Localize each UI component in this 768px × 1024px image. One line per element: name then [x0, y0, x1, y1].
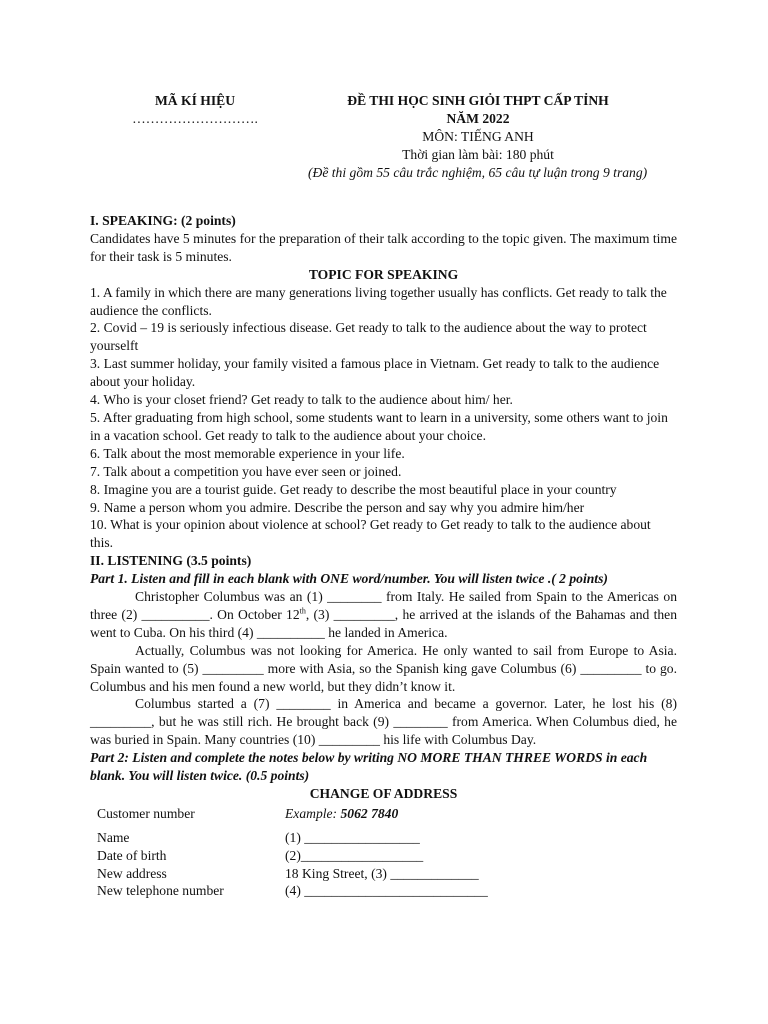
part2-title: Part 2: Listen and complete the notes below by writing NO MORE THAN THREE WORDS in each blank. You will listen twice. (0.5 points): [90, 750, 648, 784]
speaking-points: : (2 points): [173, 213, 236, 228]
form-blank[interactable]: 18 King Street, (3) _____________: [285, 865, 479, 881]
speaking-heading: [90, 212, 677, 230]
form-row: [90, 882, 677, 900]
example-label: Example:: [285, 805, 338, 821]
paragraph-1-a: Christopher Columbus was an (1) ________ from Italy. He sailed from Spain to the Americas on three (2) __________. On October 12: [90, 589, 677, 622]
part1-title: Part 1. Listen and fill in each blank with ONE word/number. You will listen twice .( 2 points): [90, 571, 608, 587]
change-of-address-form: [90, 805, 677, 900]
exam-time: Thời gian làm bài: 180 phút: [402, 146, 554, 162]
speaking-intro: Candidates have 5 minutes for the preparation of their talk according to the topic given. The maximum time for their task is 5 minutes.: [90, 230, 677, 264]
topic-heading: TOPIC FOR SPEAKING: [308, 266, 459, 282]
form-title: CHANGE OF ADDRESS: [309, 786, 458, 801]
form-blank[interactable]: (1) _________________: [285, 829, 420, 845]
superscript-th: th: [299, 606, 306, 616]
topic-item: 5. After graduating from high school, some students want to learn in a university, some others want to join in a vacation school. Get ready to talk to the audience about your choice.: [90, 409, 668, 443]
form-blank[interactable]: (4) ___________________________: [285, 883, 488, 899]
exam-title: ĐỀ THI HỌC SINH GIỎI THPT CẤP TỈNH: [347, 93, 609, 108]
paragraph-3: Columbus started a (7) ________ in America and became a governor. Later, he lost his (8) _________, but he was still rich. He brought back (9) ________ from America. When Columbus died, he was buried in Spain. Many countries (10) _________ his life with Columbus Day.: [90, 696, 677, 748]
code-block: [90, 92, 300, 128]
example-value: 5062 7840: [340, 805, 399, 821]
code-label: MÃ KÍ HIỆU: [154, 93, 236, 108]
listening-heading: II. LISTENING (3.5 points): [90, 553, 252, 569]
example-value-cell: [285, 805, 398, 823]
form-label: New telephone number: [97, 883, 224, 899]
form-label: New address: [97, 865, 167, 881]
topic-item: 3. Last summer holiday, your family visited a famous place in Vietnam. Get ready to talk to the audience about your holiday.: [90, 356, 660, 390]
listening-section: [90, 552, 677, 900]
exam-header: [90, 92, 677, 212]
topic-item: 6. Talk about the most memorable experience in your life.: [90, 445, 405, 461]
exam-page: [90, 92, 677, 900]
form-row: [90, 847, 677, 865]
exam-year: NĂM 2022: [446, 110, 510, 126]
topic-list: [90, 284, 677, 553]
form-label: Date of birth: [97, 847, 167, 863]
speaking-section: [90, 212, 677, 552]
topic-item: 1. A family in which there are many generations living together usually has conflicts. Get ready to talk the audience the conflicts.: [90, 284, 667, 318]
topic-item: 10. What is your opinion about violence at school? Get ready to Get ready to talk to the audience about this.: [90, 517, 651, 551]
topic-item: 2. Covid – 19 is seriously infectious disease. Get ready to talk to the audience about the way to protect yourselft: [90, 320, 647, 354]
form-row: [90, 865, 677, 883]
customer-label: Customer number: [97, 805, 195, 821]
form-blank[interactable]: (2)__________________: [285, 847, 424, 863]
paragraph-1: [90, 588, 677, 642]
code-dots: ……………………….: [132, 110, 258, 126]
topic-item: 4. Who is your closet friend? Get ready to talk to the audience about him/ her.: [90, 392, 513, 408]
topic-item: 7. Talk about a competition you have ever seen or joined.: [90, 463, 402, 479]
topic-item: 9. Name a person whom you admire. Describe the person and say why you admire him/her: [90, 499, 585, 515]
paragraph-1-b: , (3) _________, he arrived at the islands of the Bahamas and then went to Cuba. On his third (4) __________ he landed in America.: [90, 606, 677, 640]
paragraph-2: Actually, Columbus was not looking for America. He only wanted to sail from Europe to Asia. Spain wanted to (5) _________ more with Asia, so the Spanish king gave Columbus (6) _________ to go. Columbus and his men found a new world, but they didn’t know it.: [90, 642, 677, 694]
topic-item: 8. Imagine you are a tourist guide. Get ready to describe the most beautiful place in your country: [90, 481, 617, 497]
exam-note: (Đề thi gồm 55 câu trắc nghiệm, 65 câu tự luận trong 9 trang): [308, 164, 648, 180]
form-row: [90, 829, 677, 847]
speaking-heading-text: I. SPEAKING: [90, 213, 174, 228]
form-row-customer: [90, 805, 677, 823]
exam-subject: MÔN: TIẾNG ANH: [422, 128, 534, 144]
title-block: [308, 92, 648, 182]
form-label: Name: [97, 829, 130, 845]
